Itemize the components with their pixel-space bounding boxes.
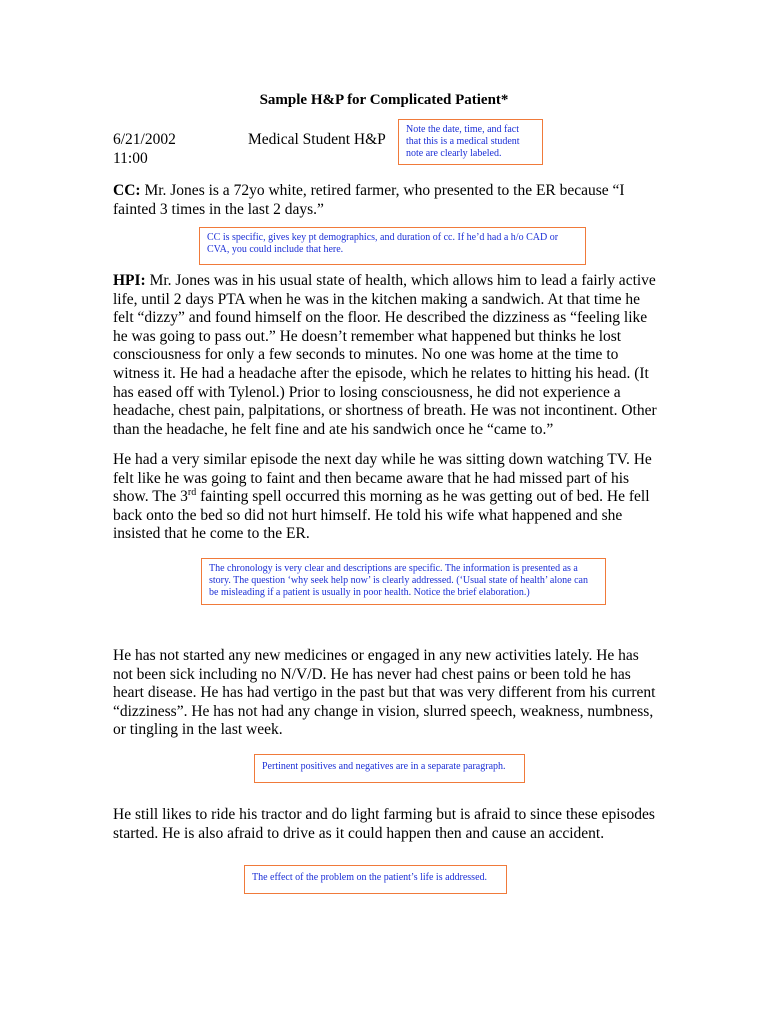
hpi-paragraph-1 [113, 272, 658, 439]
page-title: Sample H&P for Complicated Patient* [259, 92, 509, 108]
hpi-paragraph-3: He has not started any new medicines or engaged in any new activities lately. He has not been sick including no N/V/D. He has never had chest pains or been told he has heart disease. He has had vertigo in the past but that was very different from his current “dizziness”. He has not had any change in vision, slurred speech, weakness, numbness, or tingling in the last week. [113, 647, 656, 739]
hpi-p2-text-a: He had a very similar episode the next day while he was sitting down watching TV. He felt like he was going to faint and then became aware that he had missed part of his show. The 3 [113, 451, 652, 506]
hpi-p1-text: Mr. Jones was in his usual state of health, which allows him to lead a fairly active life, until 2 days PTA when he was in the kitchen making a sandwich. At that time he felt “dizzy” and found himself on the floor. He described the dizziness as “feeling like he was going to pass out.” He doesn’t remember what happened but thinks he lost consciousness for only a few seconds to minutes. No one was home at the time to witness it. He had a headache after the episode, which he relates to hitting his head. (It has eased off with Tylenol.) Prior to losing consciousness, he did not experience a headache, chest pain, palpitations, or shortness of breath. He was not incontinent. Other than the headache, he felt fine and ate his sandwich once he “came to.” [113, 272, 657, 438]
annotation-cc: CC is specific, gives key pt demographics, and duration of cc. If he’d had a h/o CAD or CVA, you could include that here. [199, 227, 586, 265]
chief-complaint [113, 182, 658, 219]
hpi-paragraph-2 [113, 451, 658, 544]
cc-label: CC: [113, 182, 141, 199]
note-type: Medical Student H&P [248, 131, 386, 148]
annotation-date-label: Note the date, time, and fact that this is a medical student note are clearly labeled. [398, 119, 543, 165]
annotation-effect: The effect of the problem on the patient’s life is addressed. [244, 865, 507, 894]
hpi-paragraph-4: He still likes to ride his tractor and do light farming but is afraid to since these episodes started. He is also afraid to drive as it could happen then and cause an accident. [113, 806, 655, 842]
note-date: 6/21/2002 [113, 131, 176, 148]
hpi-label: HPI: [113, 272, 146, 289]
annotation-pertinent: Pertinent positives and negatives are in a separate paragraph. [254, 754, 525, 783]
hpi-p2-superscript: rd [187, 487, 197, 499]
annotation-chronology: The chronology is very clear and descriptions are specific. The information is presented as a story. The question ‘why seek help now’ is clearly addressed. (‘Usual state of health’ alone can be misleading if a patient is usually in poor health. Notice the brief elaboration.) [201, 558, 606, 605]
note-time: 11:00 [113, 150, 148, 167]
hpi-p2-text-b: fainting spell occurred this morning as he was getting out of bed. He fell back onto the bed so did not hurt himself. He told his wife what happened and she insisted that he come to the ER. [113, 488, 650, 543]
cc-text: Mr. Jones is a 72yo white, retired farmer, who presented to the ER because “I fainted 3 times in the last 2 days.” [113, 182, 625, 218]
